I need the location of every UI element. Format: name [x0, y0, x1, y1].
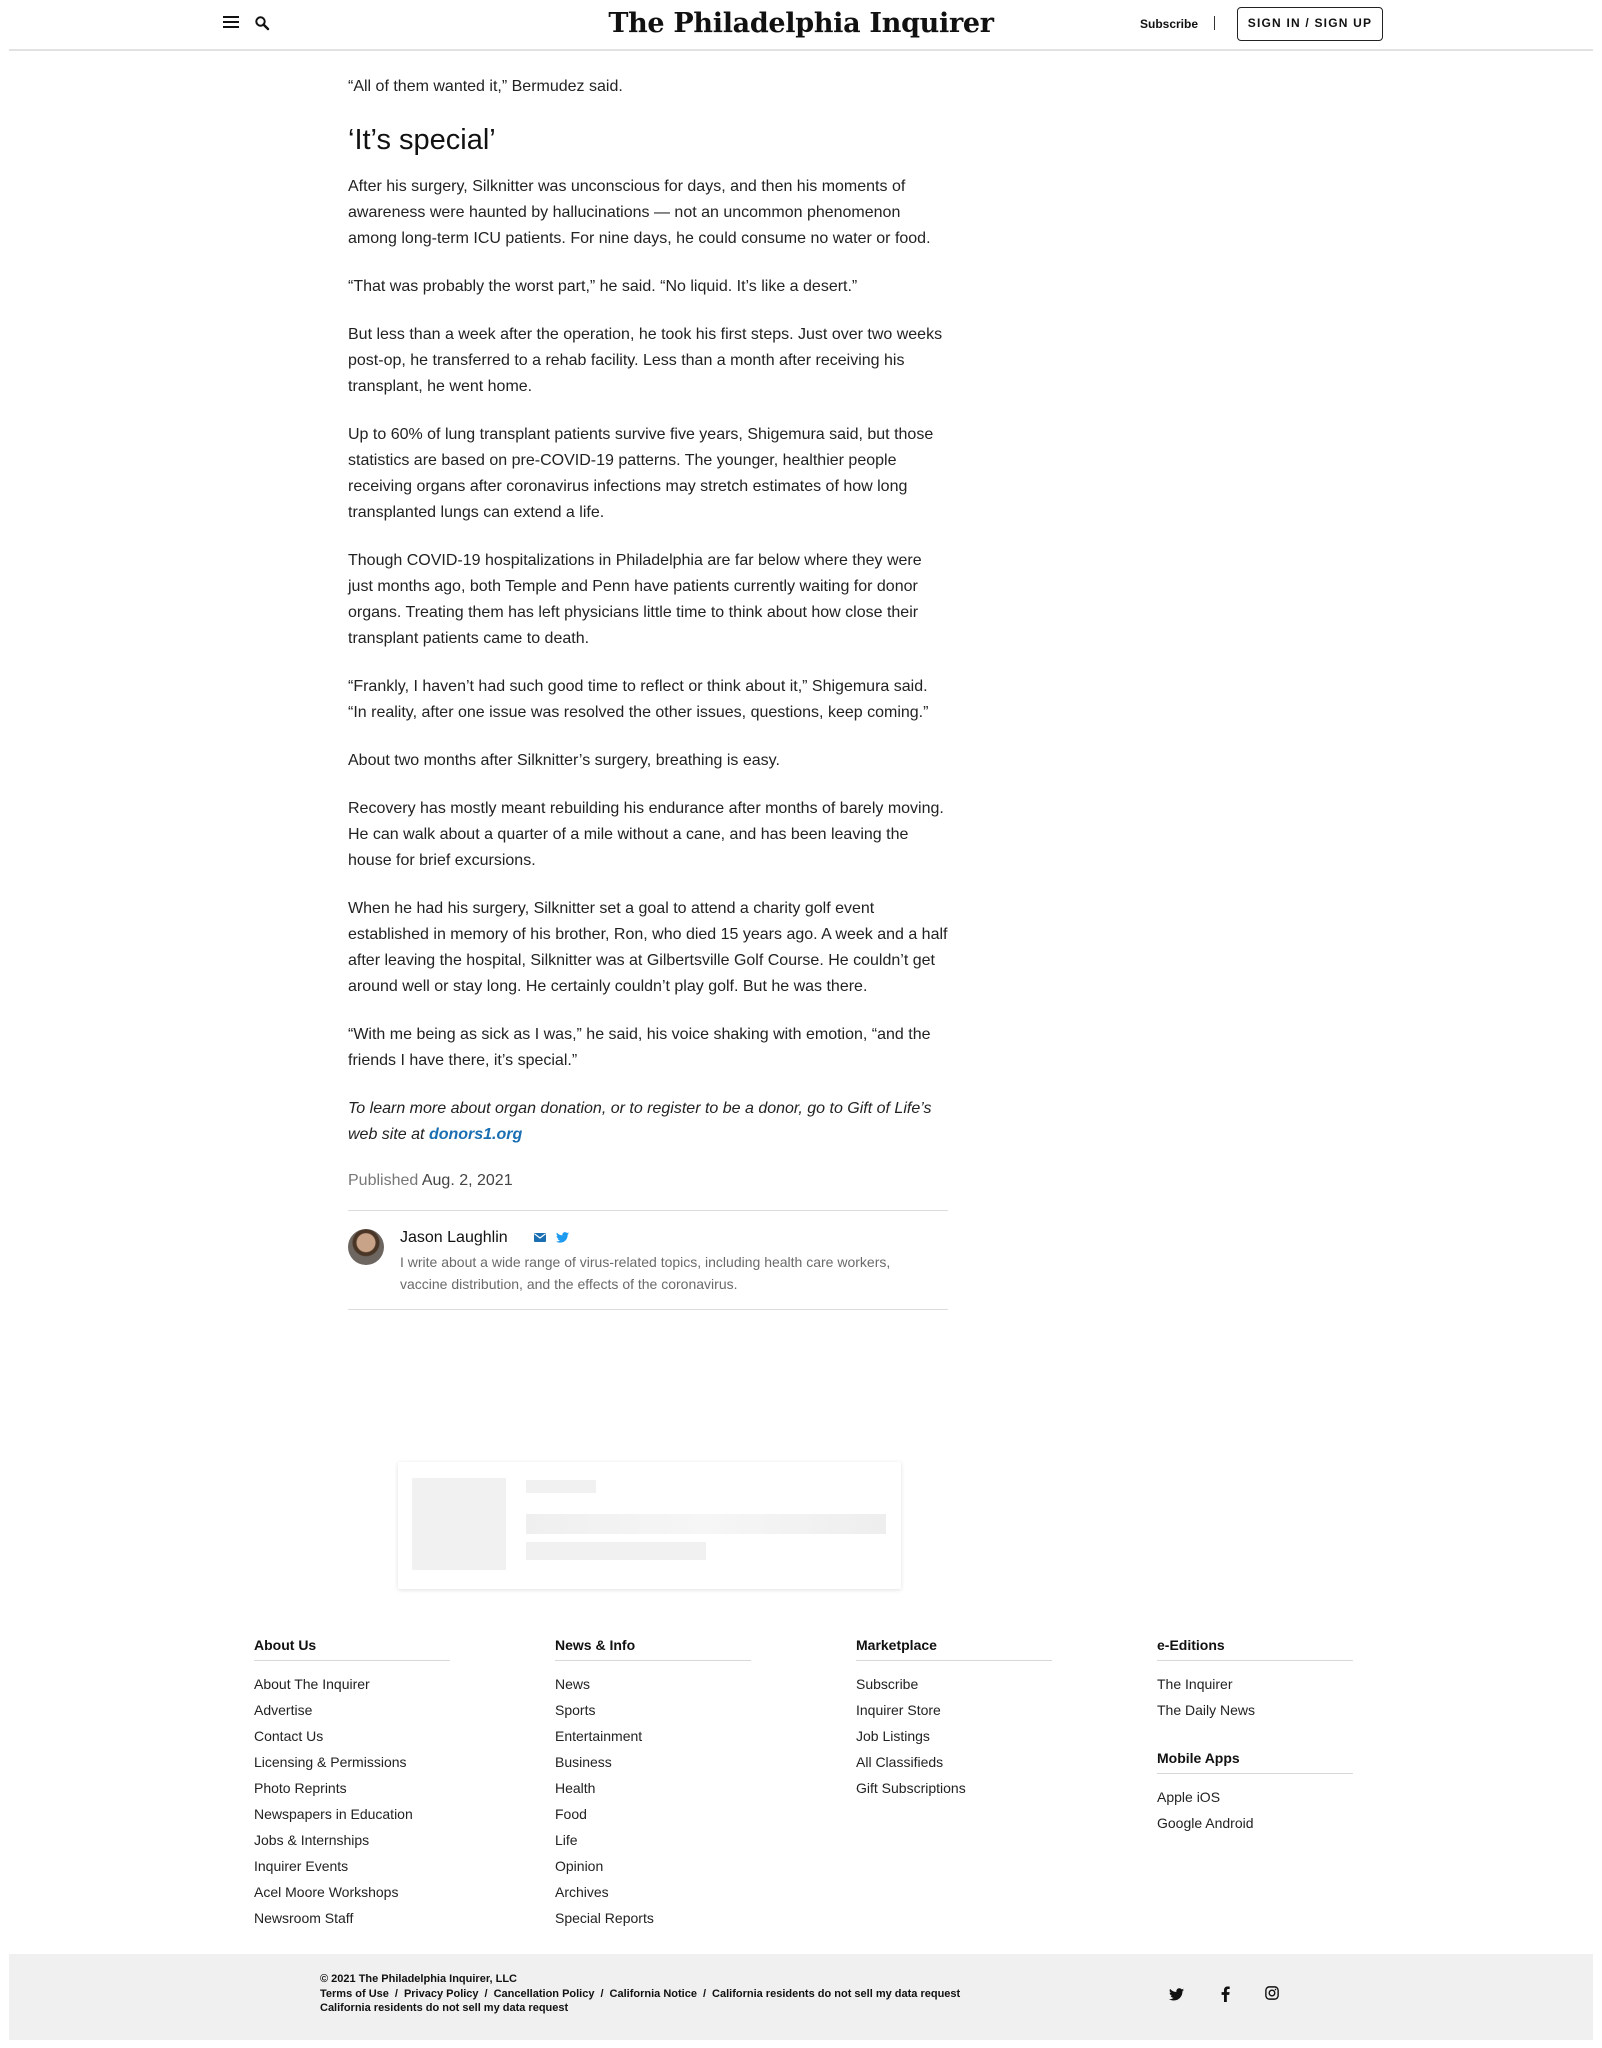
article-body: [348, 74, 948, 1310]
footer-column-about-us: [254, 1636, 450, 1931]
author-byline: [348, 1210, 948, 1310]
donors-link[interactable]: donors1.org: [428, 1126, 523, 1143]
placeholder-line: [526, 1514, 886, 1534]
section-heading: ‘It’s special’: [348, 124, 496, 156]
footer-link[interactable]: Life: [555, 1832, 578, 1848]
article-paragraph: After his surgery, Silknitter was unconscious for days, and then his moments of awareness were haunted by hallucinations — not an uncommon phenomenon among long-term ICU patients. For nine days, he could consume no water or food.: [348, 178, 931, 247]
california-notice-link[interactable]: California Notice: [609, 1988, 697, 2000]
article-paragraph: Up to 60% of lung transplant patients survive five years, Shigemura said, but those statistics are based on pre-COVID-19 patterns. The younger, healthier people receiving organs after coronavirus infections may stretch estimates of how long transplanted lungs can extend a life.: [348, 426, 934, 521]
footer-link[interactable]: Contact Us: [254, 1728, 324, 1744]
footer-link[interactable]: About The Inquirer: [254, 1676, 370, 1692]
footer-heading: About Us: [254, 1636, 450, 1661]
published-date-value: Aug. 2, 2021: [421, 1172, 513, 1189]
site-logo[interactable]: The Philadelphia Inquirer: [608, 8, 994, 39]
footer-link[interactable]: Entertainment: [555, 1728, 643, 1744]
cancellation-policy-link[interactable]: Cancellation Policy: [493, 1988, 595, 2000]
twitter-icon[interactable]: [1169, 1988, 1184, 2001]
footer-heading-mobile-apps: Mobile Apps: [1157, 1749, 1353, 1774]
author-name[interactable]: Jason Laughlin: [400, 1229, 508, 1246]
placeholder-image: [412, 1478, 506, 1570]
email-icon[interactable]: [534, 1233, 546, 1242]
footer-heading: e-Editions: [1157, 1636, 1353, 1661]
footer-heading: Marketplace: [856, 1636, 1052, 1661]
legal-separator: /: [702, 1988, 707, 2000]
subscribe-link[interactable]: Subscribe: [1140, 17, 1199, 31]
twitter-icon[interactable]: [556, 1232, 569, 1243]
article-paragraph: When he had his surgery, Silknitter set a goal to attend a charity golf event established in memory of his brother, Ron, who died 15 years ago. A week and a half after leaving the hospital, Silknitter was at Gilbertsville Golf Course. He couldn’t get around well or stay long. He certainly couldn’t play golf. But he was there.: [348, 900, 948, 995]
footer-link[interactable]: Apple iOS: [1157, 1789, 1221, 1805]
hamburger-menu-icon[interactable]: [223, 15, 241, 31]
legal-separator: /: [394, 1988, 398, 2000]
header-divider: [1214, 16, 1215, 30]
footer-link[interactable]: Subscribe: [856, 1676, 919, 1692]
published-date: [348, 1170, 948, 1192]
footer-link[interactable]: Sports: [555, 1702, 596, 1718]
article-paragraph: “That was probably the worst part,” he said. “No liquid. It’s like a desert.”: [348, 278, 858, 295]
facebook-icon[interactable]: [1221, 1986, 1230, 2002]
footer-link[interactable]: Newsroom Staff: [254, 1910, 354, 1926]
footer-link[interactable]: Google Android: [1157, 1815, 1254, 1831]
article-paragraph: “With me being as sick as I was,” he said, his voice shaking with emotion, “and the friends I have there, it’s special.”: [348, 1026, 931, 1069]
footer-link[interactable]: Archives: [555, 1884, 609, 1900]
donation-note-text: To learn more about organ donation, or to register to be a donor, go to Gift of Life’s web site at: [348, 1100, 932, 1143]
footer-column-marketplace: [856, 1636, 1052, 1801]
placeholder-line: [526, 1480, 596, 1493]
footer-heading: News & Info: [555, 1636, 751, 1661]
footer-column-news-info: [555, 1636, 751, 1931]
footer-link[interactable]: Business: [555, 1754, 612, 1770]
footer-link[interactable]: Jobs & Internships: [254, 1832, 370, 1848]
legal-separator: /: [484, 1988, 488, 2000]
footer-link[interactable]: Newspapers in Education: [254, 1806, 413, 1822]
footer-link[interactable]: Food: [555, 1806, 587, 1822]
loading-placeholder-card: [398, 1462, 901, 1589]
placeholder-line: [526, 1542, 706, 1560]
privacy-policy-link[interactable]: Privacy Policy: [403, 1988, 479, 2000]
footer-link[interactable]: Photo Reprints: [254, 1780, 347, 1796]
footer-link[interactable]: The Inquirer: [1157, 1676, 1233, 1692]
footer-link[interactable]: The Daily News: [1157, 1702, 1256, 1718]
copyright-text: © 2021 The Philadelphia Inquirer, LLC: [320, 1973, 517, 1985]
footer-link[interactable]: Job Listings: [856, 1728, 930, 1744]
do-not-sell-link-second[interactable]: California residents do not sell my data request: [320, 2002, 569, 2014]
footer-link[interactable]: Inquirer Store: [856, 1702, 941, 1718]
footer-link[interactable]: Inquirer Events: [254, 1858, 349, 1874]
published-label: Published: [348, 1172, 419, 1189]
donation-note: [348, 1096, 948, 1148]
footer-link[interactable]: Gift Subscriptions: [856, 1780, 966, 1796]
footer-link[interactable]: Special Reports: [555, 1910, 654, 1926]
article-paragraph: “Frankly, I haven’t had such good time to reflect or think about it,” Shigemura said. “In reality, after one issue was resolved the other issues, questions, keep coming.”: [348, 678, 929, 721]
sign-in-button[interactable]: SIGN IN / SIGN UP: [1237, 7, 1383, 41]
footer-link[interactable]: Advertise: [254, 1702, 313, 1718]
author-avatar[interactable]: [348, 1229, 384, 1265]
footer-link[interactable]: News: [555, 1676, 591, 1692]
article-paragraph: But less than a week after the operation, he took his first steps. Just over two weeks post-op, he transferred to a rehab facility. Less than a month after receiving his transplant, he went home.: [348, 326, 943, 395]
do-not-sell-link[interactable]: California residents do not sell my data request: [712, 1988, 961, 2000]
article-paragraph: Recovery has mostly meant rebuilding his endurance after months of barely moving. He can walk about a quarter of a mile without a cane, and has been leaving the house for brief excursions.: [348, 800, 944, 869]
search-icon[interactable]: [254, 15, 270, 31]
footer-link[interactable]: Licensing & Permissions: [254, 1754, 407, 1770]
terms-of-use-link[interactable]: Terms of Use: [320, 1988, 389, 2000]
footer-link[interactable]: All Classifieds: [856, 1754, 944, 1770]
legal-separator: /: [600, 1988, 604, 2000]
footer-link[interactable]: Opinion: [555, 1858, 604, 1874]
header-rule: [9, 49, 1593, 51]
footer-link[interactable]: Health: [555, 1780, 596, 1796]
article-paragraph: About two months after Silknitter’s surgery, breathing is easy.: [348, 752, 780, 769]
footer-bottom-bar: [9, 1954, 1593, 2040]
article-paragraph: Though COVID-19 hospitalizations in Philadelphia are far below where they were just months ago, both Temple and Penn have patients currently waiting for donor organs. Treating them has left physicians little time to think about how close their transplant patients came to death.: [348, 552, 922, 647]
site-header: [0, 0, 1602, 50]
legal-links: [320, 1987, 960, 2001]
article-paragraph: “All of them wanted it,” Bermudez said.: [348, 78, 623, 95]
author-bio: I write about a wide range of virus-related topics, including health care workers, vaccine distribution, and the effects of the coronavirus.: [400, 1254, 891, 1292]
footer-column-e-editions: [1157, 1636, 1353, 1836]
footer-link[interactable]: Acel Moore Workshops: [254, 1884, 399, 1900]
instagram-icon[interactable]: [1265, 1986, 1279, 2000]
